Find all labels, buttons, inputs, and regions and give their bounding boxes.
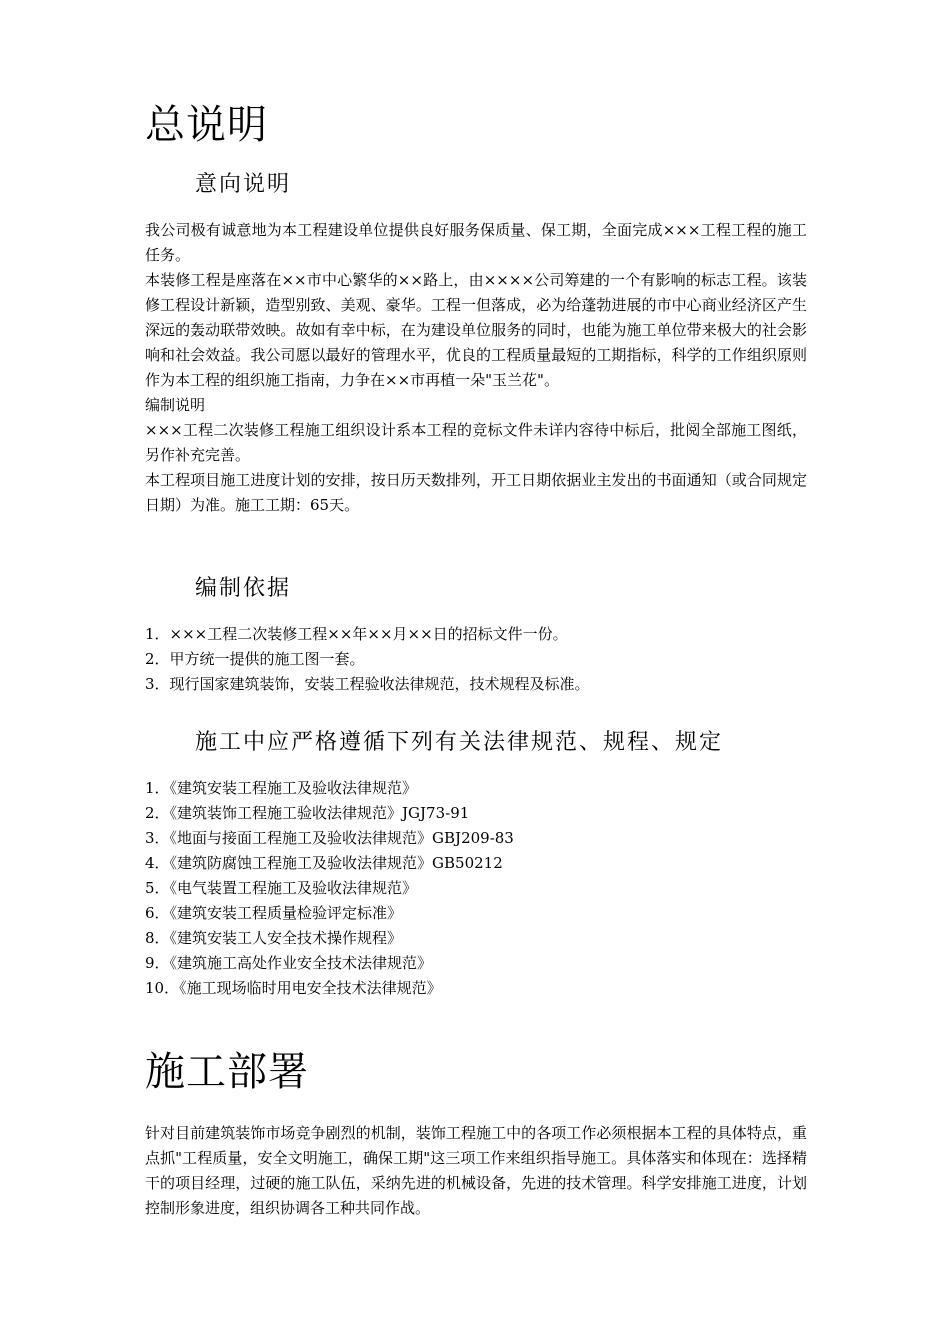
intent-paragraph-4: 本工程项目施工进度计划的安排，按日历天数排列，开工日期依据业主发出的书面通知（或合同规定日期）为准。施工工期：65天。 [145,471,807,514]
list-item: 1．《建筑安装工程施工及验收法律规范》 [145,779,418,797]
list-item: 9．《建筑施工高处作业安全技术法律规范》 [145,954,433,972]
intent-body [145,218,807,518]
list-item: 10．《施工现场临时用电安全技术法律规范》 [145,979,442,997]
intent-paragraph-1: 我公司极有诚意地为本工程建设单位提供良好服务保质量、保工期，全面完成×××工程工程的施工任务。 [145,221,807,264]
basis-list [145,622,807,697]
heading-intent: 意向说明 [195,172,292,197]
list-item: 1．×××工程二次装修工程××年××月××日的招标文件一份。 [145,625,568,643]
compile-note-label: 编制说明 [145,396,206,414]
intent-paragraph-2: 本装修工程是座落在××市中心繁华的××路上，由××××公司筹建的一个有影响的标志工程。该装修工程设计新颖，造型别致、美观、豪华。工程一但落成，必为给蓬勃进展的市中心商业经济区产生深远的轰动联带效映。故如有幸中标，在为建设单位服务的同时，也能为施工单位带来极大的社会影响和社会效益。我公司愿以最好的管理水平，优良的工程质量最短的工期指标，科学的工作组织原则作为本工程的组织施工指南，力争在××市再植一朵"玉兰花"。 [145,271,807,389]
heading-regulations: 施工中应严格遵循下列有关法律规范、规程、规定 [195,730,724,755]
heading-basis: 编制依据 [195,576,292,601]
list-item: 3．《地面与接面工程施工及验收法律规范》GBJ209-83 [145,829,514,847]
section-title-deployment: 施工部署 [145,1049,309,1095]
list-item: 3．现行国家建筑装饰，安装工程验收法律规范，技术规程及标准。 [145,675,590,693]
regulations-list-container [145,776,807,1001]
list-item: 2．甲方统一提供的施工图一套。 [145,650,365,668]
list-item: 6．《建筑安装工程质量检验评定标准》 [145,904,403,922]
regulations-list [145,776,807,1001]
list-item: 8．《建筑安装工人安全技术操作规程》 [145,929,403,947]
list-item: 2．《建筑装饰工程施工验收法律规范》JGJ73-91 [145,804,470,822]
list-item: 4．《建筑防腐蚀工程施工及验收法律规范》GB50212 [145,854,503,872]
deployment-paragraph: 针对目前建筑装饰市场竞争剧烈的机制，装饰工程施工中的各项工作必须根据本工程的具体特点，重点抓"工程质量，安全文明施工，确保工期"这三项工作来组织指导施工。具体落实和体现在：选择精干的项目经理，过硬的施工队伍，采纳先进的机械设备，先进的技术管理。科学安排施工进度，计划控制形象进度，组织协调各工种共同作战。 [145,1124,807,1217]
deployment-body [145,1121,807,1221]
list-item: 5．《电气装置工程施工及验收法律规范》 [145,879,418,897]
section-title-general: 总说明 [145,102,268,148]
basis-list-container [145,622,807,697]
intent-paragraph-3: ×××工程二次装修工程施工组织设计系本工程的竞标文件未详内容待中标后，批阅全部施工图纸，另作补充完善。 [145,421,807,464]
